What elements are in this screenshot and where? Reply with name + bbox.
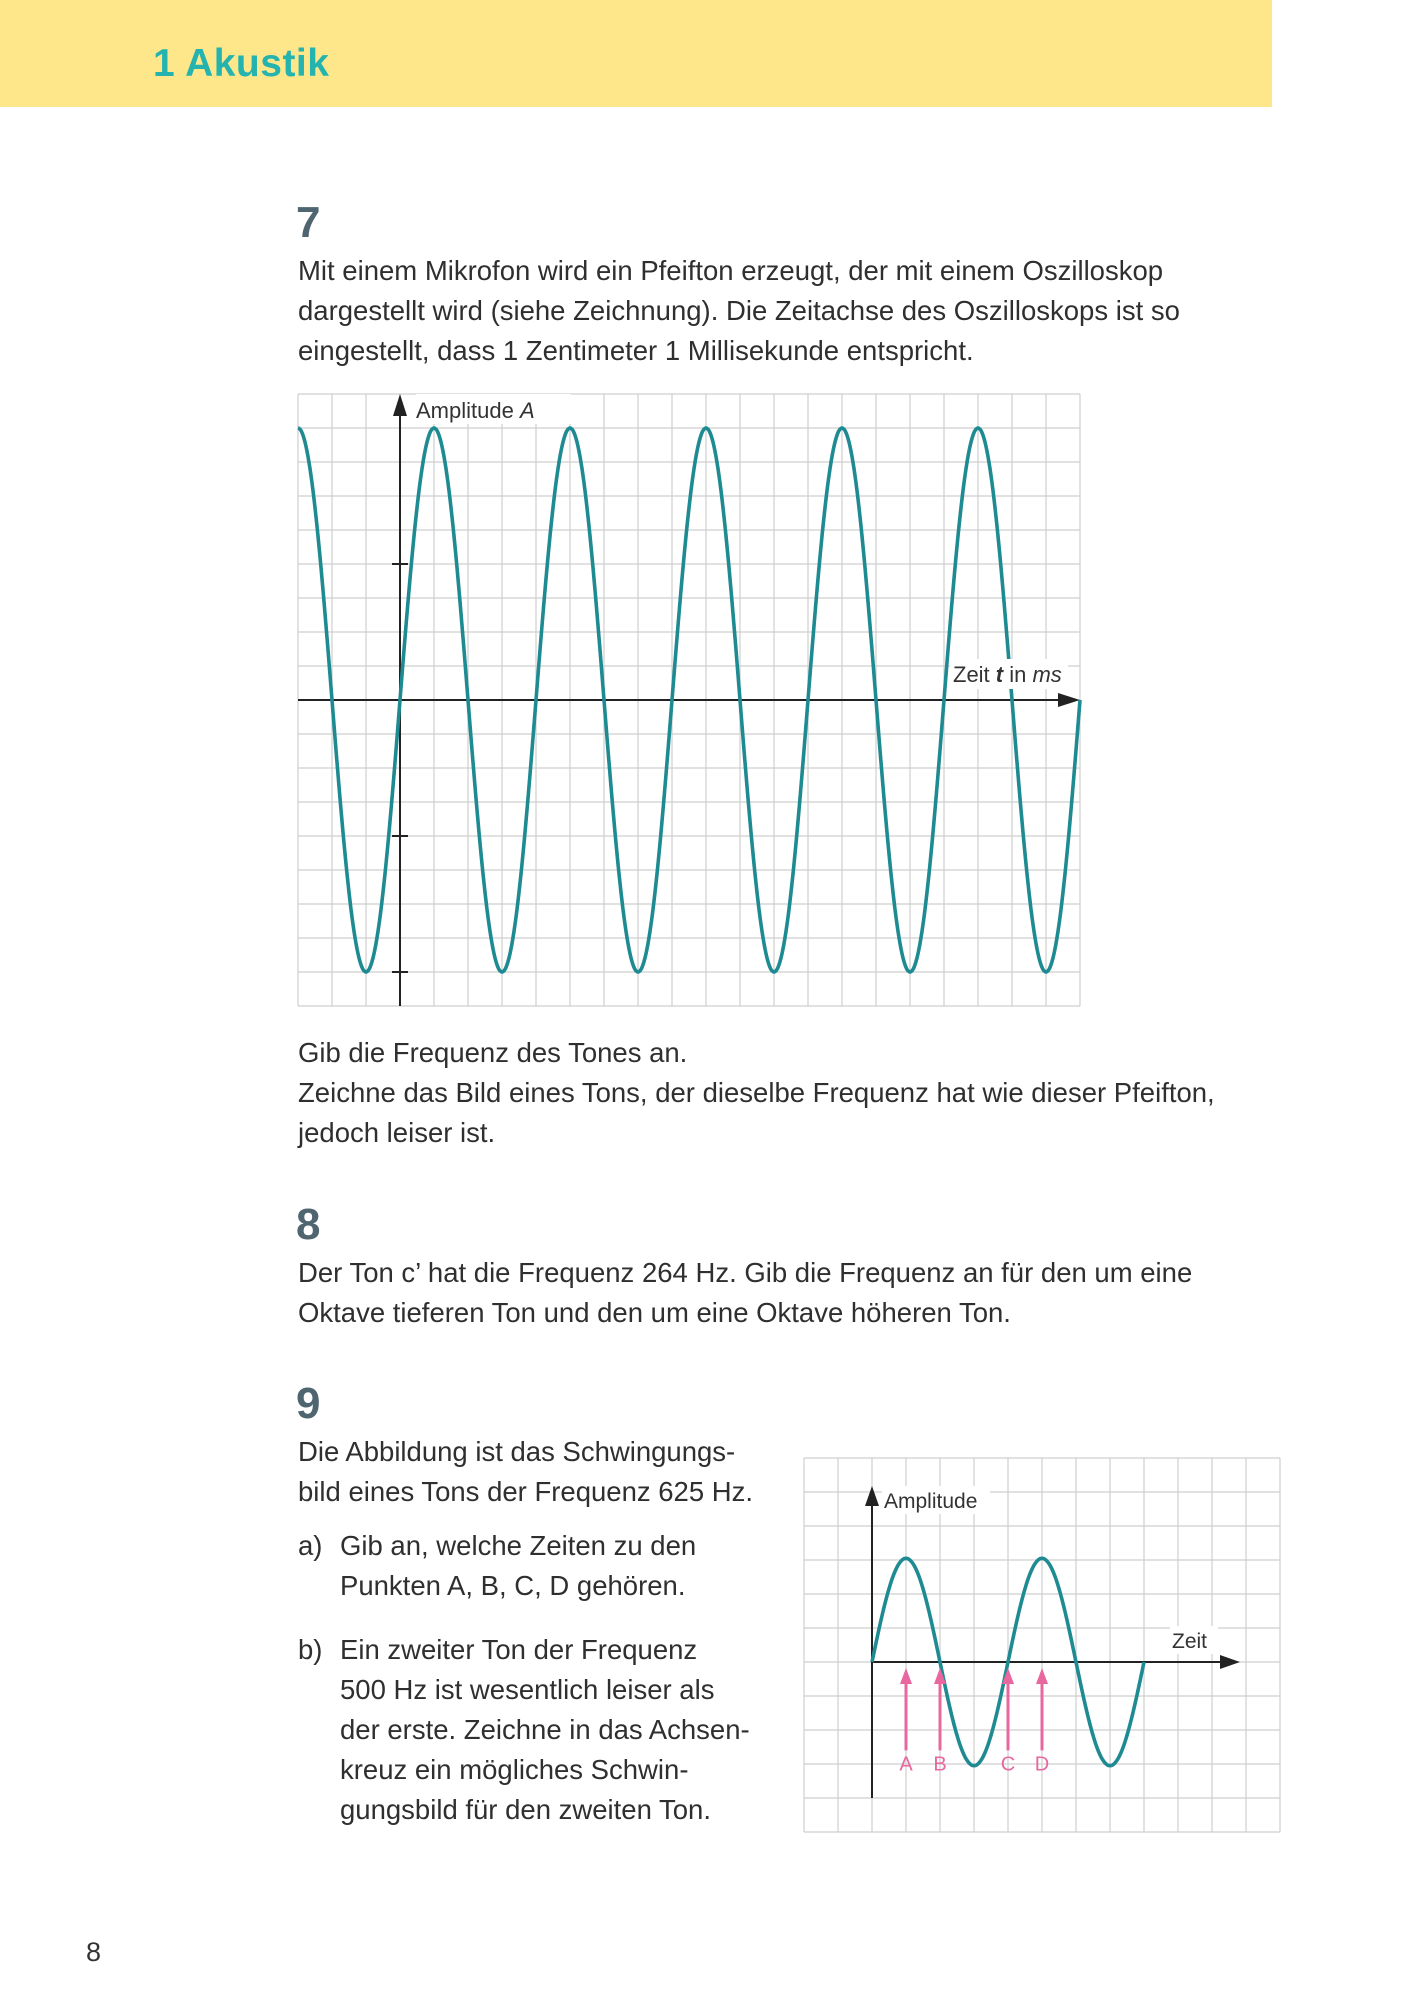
- oscilloscope-chart: [298, 394, 1078, 1006]
- task7-questions: [298, 1033, 1215, 1153]
- task7-question-1: Gib die Frequenz des Tones an.: [298, 1037, 688, 1068]
- wave-x-arrowhead: [1220, 1655, 1240, 1669]
- task7-line-3: eingestellt, dass 1 Zentimeter 1 Millisekunde entspricht.: [298, 335, 974, 366]
- marker-label-c: C: [1000, 1753, 1016, 1776]
- task8-line-1: Der Ton c’ hat die Frequenz 264 Hz. Gib die Frequenz an für den um eine: [298, 1257, 1193, 1288]
- oscilloscope-y-label: Amplitude A: [416, 398, 535, 423]
- task-number-7: 7: [296, 198, 321, 247]
- wave-y-arrowhead: [865, 1486, 879, 1506]
- marker-label-d: D: [1034, 1753, 1050, 1776]
- waveform-chart: [804, 1458, 1284, 1834]
- task9-subtask-b: [298, 1630, 778, 1830]
- task9-intro: [298, 1432, 778, 1512]
- subtask-b-line-5: gungsbild für den zweiten Ton.: [340, 1794, 711, 1825]
- marker-label-a: A: [899, 1753, 913, 1776]
- task8-text: [298, 1253, 1192, 1333]
- task7-question-3: jedoch leiser ist.: [298, 1117, 496, 1148]
- task-number-8: 8: [296, 1200, 321, 1249]
- task7-line-1: Mit einem Mikrofon wird ein Pfeifton erzeugt, der mit einem Oszilloskop: [298, 255, 1164, 286]
- task-number-9: 9: [296, 1379, 321, 1428]
- task9-line-2: bild eines Tons der Frequenz 625 Hz.: [298, 1476, 754, 1507]
- subtask-a-line-2: Punkten A, B, C, D gehören.: [340, 1570, 686, 1601]
- subtask-b-line-3: der erste. Zeichne in das Achsen-: [340, 1714, 750, 1745]
- osc-x-arrowhead: [1058, 693, 1080, 707]
- subtask-b-label: b): [298, 1634, 323, 1665]
- subtask-b-line-4: kreuz ein mögliches Schwin-: [340, 1754, 689, 1785]
- task9-line-1: Die Abbildung ist das Schwingungs-: [298, 1436, 736, 1467]
- marker-label-b: B: [933, 1753, 947, 1776]
- osc-y-arrowhead: [393, 394, 407, 416]
- task8-line-2: Oktave tieferen Ton und den um eine Oktave höheren Ton.: [298, 1297, 1011, 1328]
- oscilloscope-x-label: Zeit t in ms: [953, 662, 1062, 687]
- waveform-x-label: Zeit: [1172, 1630, 1208, 1653]
- task7-line-2: dargestellt wird (siehe Zeichnung). Die Zeitachse des Oszilloskops ist so: [298, 295, 1180, 326]
- subtask-a-line-1: Gib an, welche Zeiten zu den: [340, 1530, 697, 1561]
- task7-intro: [298, 251, 1180, 371]
- page-number: 8: [86, 1937, 102, 1967]
- chapter-title: 1 Akustik: [153, 42, 330, 85]
- subtask-a-label: a): [298, 1530, 323, 1561]
- marker-arrowhead-a: [900, 1668, 912, 1684]
- task7-question-2: Zeichne das Bild eines Tons, der dieselbe Frequenz hat wie dieser Pfeifton,: [298, 1077, 1215, 1108]
- waveform-y-label: Amplitude: [884, 1490, 978, 1513]
- subtask-b-line-1: Ein zweiter Ton der Frequenz: [340, 1634, 698, 1665]
- subtask-b-line-2: 500 Hz ist wesentlich leiser als: [340, 1674, 715, 1705]
- task9-subtask-a: [298, 1526, 778, 1606]
- marker-arrowhead-d: [1036, 1668, 1048, 1684]
